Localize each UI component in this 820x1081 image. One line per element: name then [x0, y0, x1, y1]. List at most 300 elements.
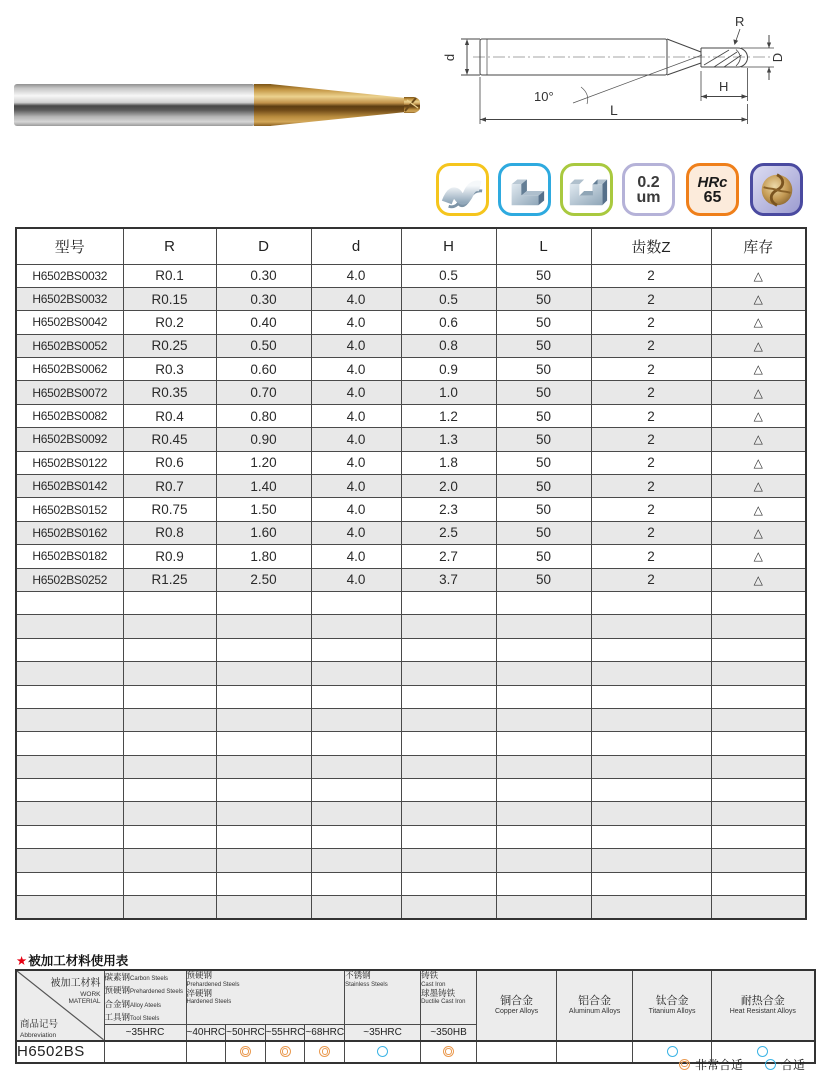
- spec-empty-row: [16, 849, 806, 872]
- spec-value-cell: 2: [591, 358, 711, 381]
- spec-empty-cell: [311, 755, 401, 778]
- spec-value-cell: 0.8: [401, 334, 496, 357]
- spec-empty-cell: [496, 638, 591, 661]
- material-rating-cell: [305, 1041, 345, 1063]
- spec-empty-cell: [591, 779, 711, 802]
- material-table-title: [16, 951, 128, 969]
- spec-model-cell: H6502BS0082: [16, 404, 123, 427]
- spec-empty-cell: [401, 896, 496, 919]
- spec-empty-cell: [401, 872, 496, 895]
- spec-row: [16, 381, 806, 404]
- surface-finish-badge: [622, 163, 675, 216]
- spec-value-cell: 50: [496, 358, 591, 381]
- spec-row: [16, 545, 806, 568]
- spec-empty-row: [16, 872, 806, 895]
- spec-value-cell: R0.25: [123, 334, 216, 357]
- spec-empty-cell: [401, 685, 496, 708]
- material-header-row: [16, 970, 815, 1025]
- spec-value-cell: R0.8: [123, 521, 216, 544]
- hardness-range: ~35HRC: [104, 1025, 186, 1041]
- spec-empty-row: [16, 825, 806, 848]
- spec-empty-cell: [311, 825, 401, 848]
- spec-empty-cell: [123, 732, 216, 755]
- spec-value-cell: 2: [591, 451, 711, 474]
- spec-value-cell: 50: [496, 451, 591, 474]
- spec-value-cell: 2: [591, 521, 711, 544]
- spec-stock-cell: △: [711, 358, 806, 381]
- spec-empty-cell: [16, 802, 123, 825]
- spec-value-cell: 3.7: [401, 568, 496, 591]
- spec-value-cell: R0.3: [123, 358, 216, 381]
- material-rating-cell: [345, 1041, 421, 1063]
- material-group-prehardened: 预硬钢 Prehardened Steels 淬硬钢 Hardened Steels: [186, 970, 345, 1025]
- spec-row: [16, 311, 806, 334]
- material-table-title-text: 被加工材料使用表: [28, 954, 129, 968]
- spec-model-cell: H6502BS0042: [16, 311, 123, 334]
- spec-empty-cell: [711, 732, 806, 755]
- spec-value-cell: 50: [496, 287, 591, 310]
- spec-empty-cell: [123, 662, 216, 685]
- spec-empty-cell: [496, 802, 591, 825]
- very-suitable-icon: [280, 1046, 291, 1057]
- spec-value-cell: 0.80: [216, 404, 311, 427]
- spec-value-cell: 0.60: [216, 358, 311, 381]
- material-rating-cell: [186, 1041, 226, 1063]
- hardness-scale: HRc: [697, 173, 728, 191]
- spec-table-body: [16, 264, 806, 919]
- spec-empty-cell: [401, 849, 496, 872]
- spec-value-cell: 4.0: [311, 521, 401, 544]
- step-milling-icon: [498, 163, 551, 216]
- spec-model-cell: H6502BS0152: [16, 498, 123, 521]
- hardness-range: ~35HRC: [345, 1025, 421, 1041]
- spec-value-cell: 50: [496, 568, 591, 591]
- spec-value-cell: 4.0: [311, 451, 401, 474]
- tool-taper-neck: [270, 84, 406, 126]
- spec-value-cell: 2: [591, 334, 711, 357]
- spec-row: [16, 568, 806, 591]
- spec-empty-row: [16, 896, 806, 919]
- slot-milling-icon: [560, 163, 613, 216]
- spec-value-cell: 4.0: [311, 381, 401, 404]
- spec-row: [16, 428, 806, 451]
- spec-model-cell: H6502BS0182: [16, 545, 123, 568]
- spec-value-cell: 4.0: [311, 358, 401, 381]
- material-rating-cell: [477, 1041, 557, 1063]
- suitable-icon: [765, 1059, 776, 1070]
- spec-empty-cell: [16, 755, 123, 778]
- spec-model-cell: H6502BS0252: [16, 568, 123, 591]
- very-suitable-icon: [240, 1046, 251, 1057]
- spec-empty-cell: [16, 779, 123, 802]
- spec-empty-cell: [496, 825, 591, 848]
- spec-model-cell: H6502BS0142: [16, 475, 123, 498]
- spec-value-cell: R1.25: [123, 568, 216, 591]
- spec-empty-cell: [311, 732, 401, 755]
- spec-empty-cell: [711, 802, 806, 825]
- dimension-drawing: [435, 10, 795, 132]
- spec-col-stock: 库存: [711, 228, 806, 264]
- spec-empty-cell: [591, 802, 711, 825]
- spec-empty-cell: [216, 591, 311, 614]
- spec-stock-cell: △: [711, 521, 806, 544]
- spec-col-model: 型号: [16, 228, 123, 264]
- spec-stock-cell: △: [711, 568, 806, 591]
- spec-empty-cell: [711, 825, 806, 848]
- spec-empty-cell: [591, 638, 711, 661]
- spec-value-cell: 1.0: [401, 381, 496, 404]
- spec-empty-cell: [591, 662, 711, 685]
- rating-legend: [570, 1056, 805, 1072]
- hardness-badge: [686, 163, 739, 216]
- spec-empty-cell: [123, 591, 216, 614]
- spec-model-cell: H6502BS0072: [16, 381, 123, 404]
- spec-empty-cell: [401, 779, 496, 802]
- spec-empty-cell: [496, 615, 591, 638]
- spec-value-cell: 0.50: [216, 334, 311, 357]
- spec-value-cell: 4.0: [311, 475, 401, 498]
- spec-model-cell: H6502BS0062: [16, 358, 123, 381]
- spec-empty-cell: [496, 708, 591, 731]
- spec-value-cell: 1.60: [216, 521, 311, 544]
- hardness-range: ~40HRC: [186, 1025, 226, 1041]
- spec-value-cell: R0.1: [123, 264, 216, 287]
- spec-empty-cell: [401, 615, 496, 638]
- spec-empty-cell: [311, 779, 401, 802]
- spec-empty-cell: [711, 872, 806, 895]
- spec-value-cell: 1.8: [401, 451, 496, 474]
- spec-value-cell: 0.30: [216, 264, 311, 287]
- material-rating-cell: [226, 1041, 266, 1063]
- hardness-value: 65: [703, 188, 722, 206]
- spec-empty-cell: [216, 662, 311, 685]
- spec-value-cell: 2: [591, 498, 711, 521]
- spec-empty-cell: [16, 591, 123, 614]
- spec-value-cell: R0.4: [123, 404, 216, 427]
- spec-stock-cell: △: [711, 404, 806, 427]
- spec-empty-row: [16, 638, 806, 661]
- tool-coated-collar: [254, 84, 271, 126]
- spec-col-d-low: d: [311, 228, 401, 264]
- spec-empty-cell: [591, 755, 711, 778]
- spec-value-cell: R0.2: [123, 311, 216, 334]
- spec-empty-cell: [711, 591, 806, 614]
- spec-empty-cell: [591, 685, 711, 708]
- spec-row: [16, 498, 806, 521]
- spec-empty-cell: [496, 779, 591, 802]
- spec-col-l: L: [496, 228, 591, 264]
- spec-empty-cell: [16, 732, 123, 755]
- spec-empty-cell: [16, 849, 123, 872]
- spec-empty-cell: [216, 615, 311, 638]
- spec-stock-cell: △: [711, 264, 806, 287]
- spec-value-cell: 4.0: [311, 545, 401, 568]
- spec-empty-row: [16, 615, 806, 638]
- spec-empty-cell: [311, 638, 401, 661]
- spec-empty-cell: [123, 685, 216, 708]
- spec-value-cell: 1.2: [401, 404, 496, 427]
- spec-value-cell: 4.0: [311, 428, 401, 451]
- spec-empty-row: [16, 779, 806, 802]
- spec-empty-cell: [591, 872, 711, 895]
- material-rating-cell: [265, 1041, 305, 1063]
- spec-value-cell: 1.40: [216, 475, 311, 498]
- spec-empty-cell: [16, 896, 123, 919]
- spec-value-cell: 2: [591, 568, 711, 591]
- spec-value-cell: 1.3: [401, 428, 496, 451]
- spec-empty-cell: [311, 708, 401, 731]
- spec-empty-cell: [311, 849, 401, 872]
- spec-empty-cell: [216, 708, 311, 731]
- spec-value-cell: 50: [496, 428, 591, 451]
- spec-empty-cell: [123, 896, 216, 919]
- spec-value-cell: 2.7: [401, 545, 496, 568]
- spec-value-cell: 4.0: [311, 404, 401, 427]
- spec-empty-row: [16, 708, 806, 731]
- spec-empty-cell: [496, 896, 591, 919]
- spec-value-cell: 2: [591, 475, 711, 498]
- spec-empty-cell: [123, 872, 216, 895]
- spec-value-cell: 4.0: [311, 311, 401, 334]
- spec-stock-cell: △: [711, 498, 806, 521]
- hardness-range: ~50HRC: [226, 1025, 266, 1041]
- spec-stock-cell: △: [711, 381, 806, 404]
- spec-empty-cell: [216, 896, 311, 919]
- spec-model-cell: H6502BS0092: [16, 428, 123, 451]
- spec-value-cell: 4.0: [311, 334, 401, 357]
- spec-empty-cell: [16, 662, 123, 685]
- spec-value-cell: 50: [496, 404, 591, 427]
- spec-empty-cell: [496, 849, 591, 872]
- spec-empty-cell: [711, 615, 806, 638]
- spec-empty-cell: [216, 638, 311, 661]
- spec-value-cell: 2: [591, 404, 711, 427]
- spec-stock-cell: △: [711, 311, 806, 334]
- spec-header-row: [16, 228, 806, 264]
- spec-value-cell: 2: [591, 311, 711, 334]
- spec-empty-cell: [216, 849, 311, 872]
- spec-row: [16, 264, 806, 287]
- legend-very-suitable-label: 非常合适: [694, 1057, 743, 1072]
- very-suitable-icon: [443, 1046, 454, 1057]
- material-group-castiron: 铸铁 Cast Iron 球墨铸铁 Ductile Cast Iron: [421, 970, 477, 1025]
- spec-stock-cell: △: [711, 545, 806, 568]
- spec-value-cell: 4.0: [311, 568, 401, 591]
- spec-row: [16, 358, 806, 381]
- spec-empty-cell: [216, 732, 311, 755]
- spec-empty-cell: [311, 591, 401, 614]
- spec-empty-cell: [591, 708, 711, 731]
- spec-value-cell: 2: [591, 287, 711, 310]
- spec-empty-row: [16, 732, 806, 755]
- spec-value-cell: R0.6: [123, 451, 216, 474]
- material-rating-cell: [104, 1041, 186, 1063]
- spec-stock-cell: △: [711, 451, 806, 474]
- spec-empty-cell: [401, 755, 496, 778]
- spec-value-cell: 50: [496, 311, 591, 334]
- spec-value-cell: 50: [496, 381, 591, 404]
- spec-value-cell: 0.9: [401, 358, 496, 381]
- spec-empty-cell: [496, 755, 591, 778]
- spec-empty-cell: [123, 638, 216, 661]
- spec-stock-cell: △: [711, 287, 806, 310]
- spec-empty-cell: [496, 662, 591, 685]
- spec-empty-row: [16, 662, 806, 685]
- spec-row: [16, 287, 806, 310]
- spec-value-cell: 1.20: [216, 451, 311, 474]
- spec-value-cell: 0.70: [216, 381, 311, 404]
- spec-row: [16, 475, 806, 498]
- profile-milling-icon: [436, 163, 489, 216]
- spec-col-teeth: 齿数Z: [591, 228, 711, 264]
- spec-empty-cell: [591, 896, 711, 919]
- spec-empty-cell: [401, 708, 496, 731]
- spec-empty-cell: [401, 591, 496, 614]
- spec-value-cell: 50: [496, 475, 591, 498]
- spec-empty-cell: [711, 708, 806, 731]
- spec-model-cell: H6502BS0122: [16, 451, 123, 474]
- spec-value-cell: 1.80: [216, 545, 311, 568]
- spec-empty-cell: [16, 685, 123, 708]
- ball-nose-end-view-icon: [750, 163, 803, 216]
- spec-row: [16, 404, 806, 427]
- spec-model-cell: H6502BS0162: [16, 521, 123, 544]
- spec-empty-cell: [16, 708, 123, 731]
- spec-stock-cell: △: [711, 475, 806, 498]
- hardness-range: ~55HRC: [265, 1025, 305, 1041]
- spec-empty-cell: [311, 615, 401, 638]
- dim-label-D: D: [770, 52, 785, 63]
- spec-empty-cell: [711, 755, 806, 778]
- spec-empty-cell: [16, 638, 123, 661]
- spec-value-cell: 4.0: [311, 498, 401, 521]
- spec-value-cell: 2: [591, 545, 711, 568]
- spec-value-cell: R0.9: [123, 545, 216, 568]
- end-mill-photo: [14, 77, 420, 133]
- spec-empty-row: [16, 755, 806, 778]
- spec-stock-cell: △: [711, 334, 806, 357]
- very-suitable-icon: [679, 1059, 690, 1070]
- surface-finish-value: 0.2: [637, 173, 660, 191]
- spec-empty-cell: [401, 802, 496, 825]
- spec-empty-cell: [496, 872, 591, 895]
- spec-empty-cell: [311, 662, 401, 685]
- spec-empty-cell: [591, 615, 711, 638]
- spec-empty-cell: [496, 732, 591, 755]
- spec-value-cell: R0.35: [123, 381, 216, 404]
- spec-value-cell: 0.90: [216, 428, 311, 451]
- spec-value-cell: 2: [591, 428, 711, 451]
- spec-empty-cell: [216, 779, 311, 802]
- spec-empty-cell: [16, 615, 123, 638]
- spec-empty-cell: [216, 872, 311, 895]
- spec-value-cell: 0.5: [401, 264, 496, 287]
- material-group-heat: 耐热合金 Heat Resistant Alloys: [712, 970, 815, 1041]
- legend-suitable-label: 合适: [780, 1057, 805, 1072]
- spec-row: [16, 334, 806, 357]
- spec-col-r: R: [123, 228, 216, 264]
- spec-col-d-cap: D: [216, 228, 311, 264]
- surface-finish-unit: um: [636, 188, 661, 206]
- star-icon: ★: [16, 954, 28, 968]
- spec-empty-row: [16, 591, 806, 614]
- spec-row: [16, 521, 806, 544]
- spec-empty-cell: [311, 685, 401, 708]
- spec-value-cell: 4.0: [311, 264, 401, 287]
- spec-value-cell: 2: [591, 264, 711, 287]
- series-abbreviation: H6502BS: [16, 1041, 104, 1063]
- spec-value-cell: R0.75: [123, 498, 216, 521]
- spec-empty-row: [16, 685, 806, 708]
- spec-empty-cell: [123, 755, 216, 778]
- spec-row: [16, 451, 806, 474]
- spec-empty-cell: [401, 825, 496, 848]
- spec-table: [15, 227, 807, 920]
- spec-value-cell: 4.0: [311, 287, 401, 310]
- dim-label-H: H: [719, 79, 729, 94]
- spec-stock-cell: △: [711, 428, 806, 451]
- tool-shank: [14, 84, 255, 126]
- spec-empty-cell: [216, 802, 311, 825]
- spec-empty-cell: [123, 849, 216, 872]
- spec-value-cell: 1.50: [216, 498, 311, 521]
- work-material-label: 被加工材料: [50, 978, 101, 989]
- spec-empty-cell: [496, 591, 591, 614]
- material-group-copper: 铜合金 Copper Alloys: [477, 970, 557, 1041]
- spec-empty-cell: [123, 708, 216, 731]
- spec-value-cell: 0.6: [401, 311, 496, 334]
- spec-empty-cell: [401, 638, 496, 661]
- dim-label-r: R: [735, 14, 745, 29]
- spec-empty-cell: [591, 825, 711, 848]
- spec-empty-cell: [123, 802, 216, 825]
- spec-empty-cell: [123, 615, 216, 638]
- spec-value-cell: 0.30: [216, 287, 311, 310]
- spec-empty-cell: [123, 779, 216, 802]
- spec-empty-cell: [216, 685, 311, 708]
- spec-empty-cell: [711, 685, 806, 708]
- spec-empty-cell: [401, 732, 496, 755]
- spec-value-cell: 2.0: [401, 475, 496, 498]
- spec-empty-cell: [711, 638, 806, 661]
- spec-empty-cell: [711, 849, 806, 872]
- spec-empty-cell: [711, 896, 806, 919]
- spec-empty-cell: [123, 825, 216, 848]
- material-group-carbon: 碳素钢Carbon Steels 预硬钢Prehardened Steels 合金钢Alloy Ateels 工具钢Tool Steels: [104, 970, 186, 1025]
- spec-col-h: H: [401, 228, 496, 264]
- spec-empty-cell: [16, 825, 123, 848]
- work-material-en1: WORK: [80, 991, 101, 998]
- abbreviation-en: Abbreviation: [20, 1031, 57, 1039]
- spec-model-cell: H6502BS0032: [16, 287, 123, 310]
- spec-model-cell: H6502BS0032: [16, 264, 123, 287]
- material-group-titanium: 钛合金 Titanium Alloys: [633, 970, 712, 1041]
- material-group-stainless: 不锈钢 Stainless Steels: [345, 970, 421, 1025]
- spec-value-cell: 2.50: [216, 568, 311, 591]
- material-table: [15, 969, 816, 1064]
- spec-value-cell: 0.5: [401, 287, 496, 310]
- spec-empty-cell: [311, 872, 401, 895]
- spec-model-cell: H6502BS0052: [16, 334, 123, 357]
- capability-icons-row: [436, 163, 806, 216]
- spec-value-cell: 2.3: [401, 498, 496, 521]
- dim-label-L: L: [610, 102, 618, 118]
- hardness-range: ~68HRC: [305, 1025, 345, 1041]
- dim-label-angle: 10°: [534, 89, 554, 104]
- suitable-icon: [377, 1046, 388, 1057]
- spec-empty-cell: [711, 662, 806, 685]
- spec-value-cell: 2.5: [401, 521, 496, 544]
